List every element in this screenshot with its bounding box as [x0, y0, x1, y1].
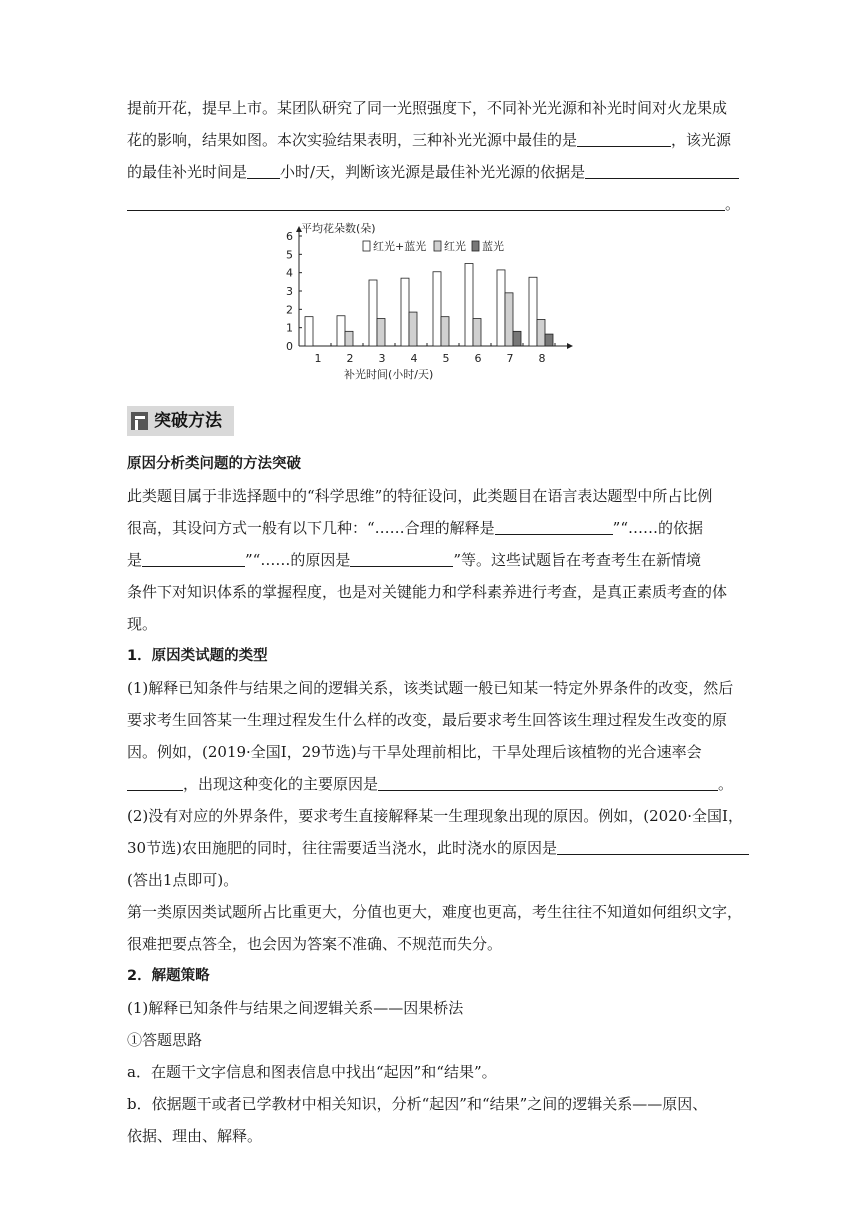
y-tick-label: 2	[286, 303, 293, 317]
method-text: ”等。这些试题旨在考查考生在新情境	[453, 551, 702, 569]
answer-blank	[127, 776, 183, 791]
section-flag-icon	[131, 412, 148, 430]
y-tick-label: 1	[286, 321, 293, 335]
section-header	[127, 406, 735, 442]
method-line	[127, 832, 735, 864]
bar	[409, 312, 417, 346]
chart-svg	[277, 220, 577, 380]
legend-label: 蓝光	[482, 240, 504, 253]
x-tick-label: 2	[346, 352, 354, 365]
x-tick-label: 1	[314, 352, 322, 365]
legend-swatch	[434, 241, 441, 251]
answer-blank	[495, 520, 613, 535]
intro-text: 。	[725, 195, 741, 213]
method-line	[127, 544, 735, 576]
x-tick-label: 7	[506, 352, 514, 365]
answer-blank	[127, 196, 725, 211]
answer-blank	[378, 776, 718, 791]
method-line: 条件下对知识体系的掌握程度，也是对关键能力和学科素养进行考查，是真正素质考查的体	[127, 583, 728, 601]
x-tick-label: 6	[474, 352, 482, 365]
bar	[529, 277, 537, 346]
subheading-types: 1．原因类试题的类型	[127, 648, 268, 664]
answer-blank	[142, 552, 245, 567]
legend-label: 红光+蓝光	[373, 240, 427, 253]
legend-swatch	[363, 241, 370, 251]
bar	[377, 319, 385, 347]
bar	[433, 272, 441, 346]
method-line: ①答题思路	[127, 1031, 203, 1049]
intro-line-3	[127, 156, 735, 188]
x-tick-label: 3	[378, 352, 386, 365]
bar	[337, 316, 345, 346]
method-text: 很高，其设问方式一般有以下几种：“……合理的解释是	[127, 519, 495, 537]
x-tick-label: 5	[442, 352, 450, 365]
method-line: 很难把要点答全，也会因为答案不准确、不规范而失分。	[127, 935, 503, 953]
bar	[441, 317, 449, 346]
method-line	[127, 512, 735, 544]
y-tick-label: 4	[286, 266, 293, 280]
bar	[305, 317, 313, 346]
answer-blank	[585, 164, 739, 179]
y-tick-label: 0	[286, 340, 293, 353]
intro-text: ，该光源	[671, 131, 732, 149]
x-tick-label: 8	[538, 352, 546, 365]
answer-blank	[350, 552, 453, 567]
bar	[537, 319, 545, 346]
bar	[545, 334, 553, 346]
y-axis-label: 平均花朵数(朵)	[301, 222, 376, 235]
method-line: b．依据题干或者已学教材中相关知识，分析“起因”和“结果”之间的逻辑关系——原因、	[127, 1095, 708, 1113]
intro-text: 小时/天，判断该光源是最佳补光光源的依据是	[280, 163, 586, 181]
method-text: 30节选)农田施肥的同时，往往需要适当浇水，此时浇水的原因是	[127, 839, 557, 857]
document-page	[127, 92, 743, 1152]
intro-line-2	[127, 124, 735, 156]
method-text: ，出现这种变化的主要原因是	[183, 775, 379, 793]
intro-text: 的最佳补光时间是	[127, 163, 248, 181]
x-axis-label: 补光时间(小时/天)	[344, 368, 434, 380]
method-line: 因。例如，(2019·全国Ⅰ，29节选)与干旱处理前相比，干旱处理后该植物的光合速率会	[127, 743, 702, 761]
method-line: a．在题干文字信息和图表信息中找出“起因”和“结果”。	[127, 1063, 497, 1081]
legend-label: 红光	[444, 240, 466, 253]
intro-text: 花的影响，结果如图。本次实验结果表明，三种补光光源中最佳的是	[127, 131, 578, 149]
x-tick-label: 4	[410, 352, 418, 365]
method-body	[127, 448, 743, 1152]
method-heading: 原因分析类问题的方法突破	[127, 456, 301, 472]
bar	[401, 278, 409, 346]
answer-blank	[557, 840, 749, 855]
section-title: 突破方法	[154, 411, 222, 431]
method-line: 依据、理由、解释。	[127, 1127, 263, 1145]
bar	[505, 293, 513, 346]
method-line	[127, 768, 735, 800]
method-text: ”“……的原因是	[245, 551, 351, 569]
method-text: 是	[127, 551, 143, 569]
bar	[513, 331, 521, 346]
method-line: 要求考生回答某一生理过程发生什么样的改变，最后要求考生回答该生理过程发生改变的原	[127, 711, 728, 729]
answer-blank	[577, 132, 671, 147]
intro-paragraph	[127, 92, 741, 220]
bar	[497, 270, 505, 346]
bar	[369, 280, 377, 346]
method-line: 此类题目属于非选择题中的“科学思维”的特征设问，此类题目在语言表达题型中所占比例	[127, 487, 713, 505]
answer-blank	[247, 164, 280, 179]
intro-line-1: 提前开花，提早上市。某团队研究了同一光照强度下，不同补光光源和补光时间对火龙果成	[127, 99, 728, 117]
method-line: (1)解释已知条件与结果之间逻辑关系——因果桥法	[127, 999, 464, 1017]
y-tick-label: 5	[286, 248, 293, 262]
method-line: (答出1点即可)。	[127, 871, 239, 889]
method-line: (1)解释已知条件与结果之间的逻辑关系，该类试题一般已知某一特定外界条件的改变，然后	[127, 679, 734, 697]
method-line: (2)没有对应的外界条件，要求考生直接解释某一生理现象出现的原因。例如，(2020·全国Ⅰ，	[127, 807, 743, 825]
bar	[473, 319, 481, 347]
method-text: 。	[718, 775, 734, 793]
method-line: 现。	[127, 615, 158, 633]
bar	[465, 264, 473, 347]
flower-bar-chart	[127, 220, 735, 390]
legend-swatch	[472, 241, 479, 251]
y-tick-label: 3	[286, 285, 293, 298]
bar	[345, 331, 353, 346]
x-axis-arrow	[567, 343, 573, 349]
method-line: 第一类原因类试题所占比重更大，分值也更大，难度也更高，考生往往不知道如何组织文字，	[127, 903, 743, 921]
y-tick-label: 6	[286, 230, 293, 243]
intro-line-4	[127, 188, 741, 220]
subheading-strategy: 2．解题策略	[127, 968, 210, 984]
method-text: ”“……的依据	[612, 519, 704, 537]
